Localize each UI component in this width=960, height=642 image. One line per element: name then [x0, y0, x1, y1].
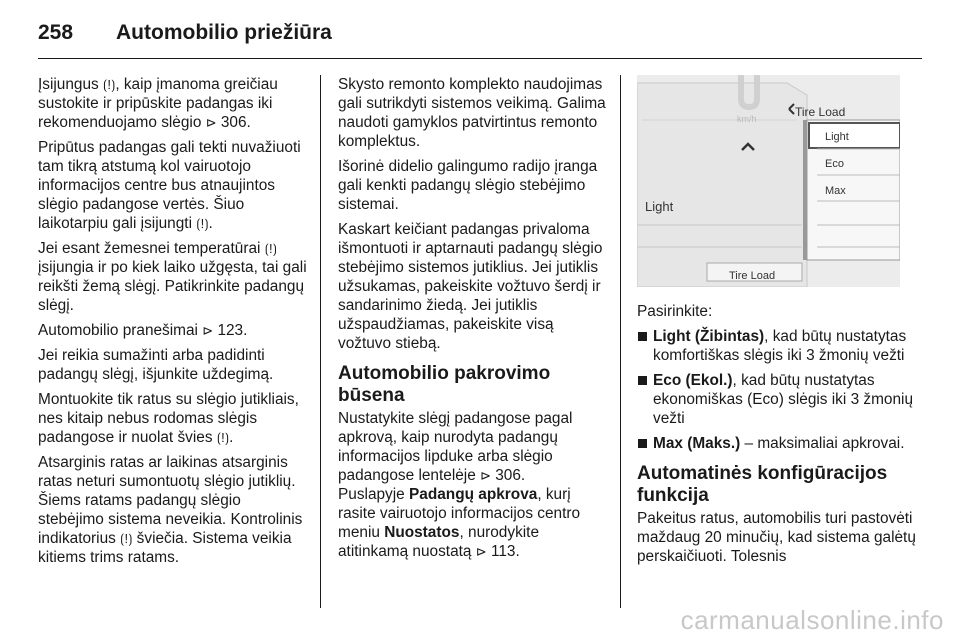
- menu-term: Nuostatos: [384, 524, 460, 541]
- tire-load-footer: Tire Load: [729, 270, 776, 282]
- paragraph: Išorinė didelio galingumo radijo įranga gali kenkti padangų slėgio stebėjimo sistemai.: [338, 158, 598, 213]
- paragraph: Nustatykite slėgį padangose pagal apkrovą, kaip nurodyta padangų informacijos lipduke arba slėgio padangose lentelėje ⊳ 306.: [338, 410, 573, 484]
- column-2: [338, 75, 608, 567]
- section-heading: Automatinės konfigūracijos funkcija: [637, 463, 888, 506]
- tire-pressure-warning-icon: ⟮!⟯: [196, 216, 209, 231]
- paragraph: Pripūtus padangas gali tekti nuvažiuoti tam tikrą atstumą kol vairuotojo informacijos centre bus atnaujintos slėgio padangose vertės. Šiuo laikotarpiu gali įsijungti ⟮!⟯.: [38, 139, 301, 232]
- column-divider-2: [620, 75, 621, 608]
- list-item: Max (Maks.) – maksimaliai apkrovai.: [637, 434, 927, 453]
- header-divider: [38, 58, 922, 59]
- tire-pressure-warning-icon: ⟮!⟯: [120, 531, 133, 546]
- column-1: [38, 75, 308, 573]
- site-watermark: carmanualsonline.info: [680, 605, 944, 635]
- page-ref-link[interactable]: 113.: [490, 543, 520, 560]
- tire-pressure-warning-icon: ⟮!⟯: [216, 430, 230, 445]
- paragraph: Automobilio pranešimai ⊳ 123.: [38, 322, 248, 339]
- display-illustration: [637, 75, 900, 287]
- paragraph: Kaskart keičiant padangas privaloma išmontuoti ir aptarnauti padangų slėgio stebėjimo sistemos jutiklius. Jei jutiklis užsukamas, pakeiskite vožtuvo šerdį ir sandarinimo žiedą. Jei jutiklis užspaudžiamas, pakeiskite visą vožtuvo stiebą.: [338, 221, 603, 352]
- page-ref-link[interactable]: 123.: [217, 322, 248, 339]
- page-title: Automobilio priežiūra: [116, 21, 332, 44]
- tire-pressure-warning-icon: ⟮!⟯: [264, 241, 277, 256]
- tire-pressure-warning-icon: ⟮!⟯: [103, 77, 116, 92]
- paragraph: Puslapyje Padangų apkrova, kurį rasite vairuotojo informacijos centro meniu Nuostatos, nurodykite atitinkamą nuostatą ⊳ 113.: [338, 486, 581, 560]
- paragraph: Pasirinkite:: [637, 303, 713, 320]
- speed-unit-label: km/h: [737, 114, 757, 124]
- tire-load-title: Tire Load: [795, 105, 846, 119]
- page-ref-arrow-icon: ⊳: [475, 544, 487, 559]
- page-ref-arrow-icon: ⊳: [205, 115, 217, 130]
- list-item: Light (Žibintas), kad būtų nustatytas komfortiškas slėgis iki 3 žmonių vežti: [637, 327, 927, 365]
- menu-option-light[interactable]: Light: [825, 131, 849, 143]
- page-ref-link[interactable]: 306.: [220, 114, 251, 131]
- menu-option-max[interactable]: Max: [825, 185, 846, 197]
- current-load-label: Light: [645, 199, 674, 214]
- page-number: 258: [38, 21, 74, 44]
- paragraph: Skysto remonto komplekto naudojimas gali sutrikdyti sistemos veikimą. Galima naudoti gamyklos patvirtintus remonto komplektus.: [338, 76, 606, 150]
- paragraph: Atsarginis ratas ar laikinas atsarginis ratas neturi sumontuotų slėgio jutiklių. Šiems ratams padangų slėgio stebėjimo sistema neveikia. Kontrolinis indikatorius ⟮!⟯ šviečia. Sistema veikia kitiems trims ratams.: [38, 454, 303, 566]
- tire-load-display-figure: [637, 75, 900, 287]
- option-list: [637, 327, 927, 453]
- column-divider-1: [320, 75, 321, 608]
- page-ref-arrow-icon: ⊳: [480, 468, 491, 483]
- page-ref-arrow-icon: ⊳: [202, 323, 214, 338]
- list-item: Eco (Ekol.), kad būtų nustatytas ekonomiškas (Eco) slėgis iki 3 žmonių vežti: [637, 371, 927, 428]
- menu-option-eco[interactable]: Eco: [825, 158, 844, 170]
- paragraph: Įsijungus ⟮!⟯, kaip įmanoma greičiau sustokite ir pripūskite padangas iki rekomenduojamo slėgio ⊳ 306.: [38, 76, 278, 131]
- paragraph: Jei reikia sumažinti arba padidinti padangų slėgį, išjunkite uždegimą.: [38, 347, 274, 383]
- page-ref-link[interactable]: 306.: [495, 467, 526, 484]
- paragraph: Pakeitus ratus, automobilis turi pastovėti maždaug 20 minučių, kad sistema galėtų perskaičiuoti. Tolesnis: [637, 510, 916, 565]
- section-heading: Automobilio pakrovimo būsena: [338, 363, 551, 406]
- page-header: [38, 18, 332, 48]
- paragraph: Jei esant žemesnei temperatūrai ⟮!⟯ įsijungia ir po kiek laiko užgęsta, tai gali reikšti žemą slėgį. Patikrinkite padangų slėgį.: [38, 240, 307, 314]
- menu-term: Padangų apkrova: [409, 486, 538, 503]
- paragraph: Montuokite tik ratus su slėgio jutikliais, nes kitaip nebus rodomas slėgis padangose ir nuolat švies ⟮!⟯.: [38, 391, 299, 446]
- column-3: [637, 75, 927, 572]
